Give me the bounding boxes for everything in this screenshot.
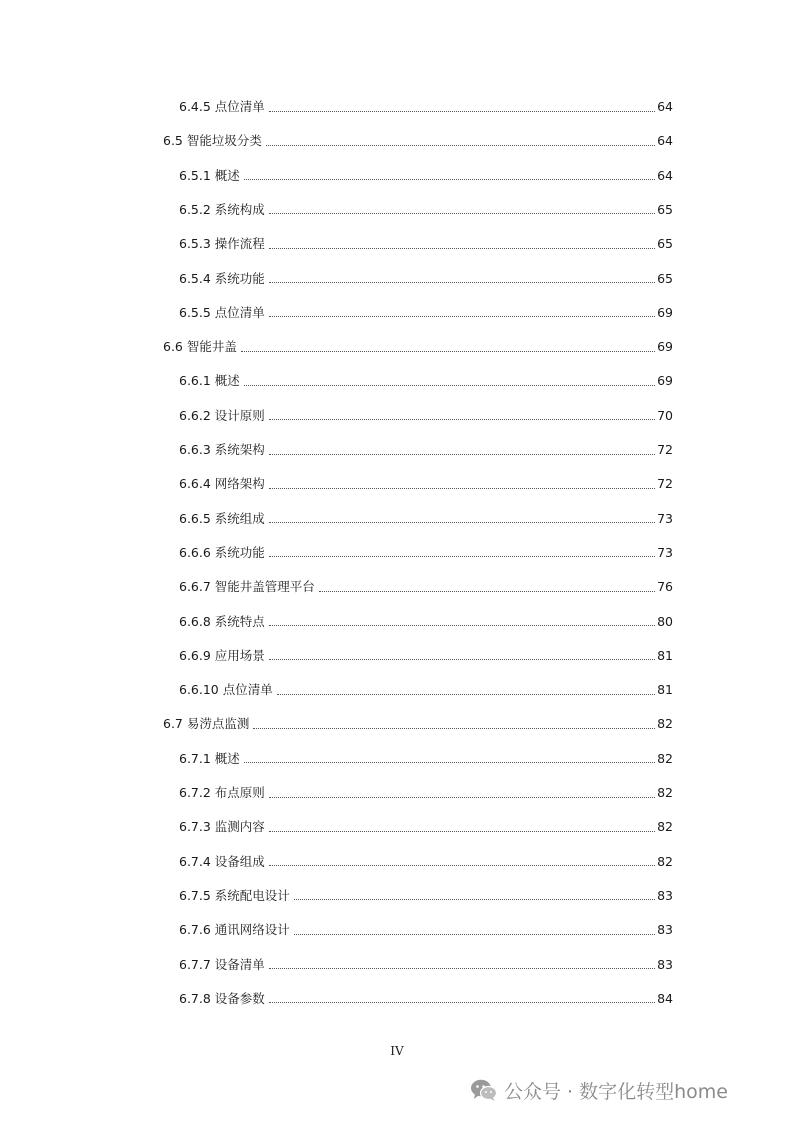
toc-dot-leader [244, 385, 655, 386]
toc-entry-page: 72 [657, 442, 673, 457]
toc-entry-title: 6.5.5 点位清单 [179, 304, 265, 320]
toc-entry[interactable] [163, 713, 673, 735]
toc-entry-title: 6.7.5 系统配电设计 [179, 887, 290, 903]
toc-entry[interactable] [179, 268, 673, 290]
toc-dot-leader [269, 316, 655, 317]
toc-dot-leader [269, 556, 655, 557]
toc-entry-title: 6.7.7 设备清单 [179, 956, 265, 972]
toc-entry-title: 6.6.4 网络架构 [179, 476, 265, 492]
toc-entry-title: 6.7.2 布点原则 [179, 785, 265, 800]
toc-entry-page: 65 [657, 201, 673, 217]
toc-dot-leader [269, 454, 655, 455]
toc-dot-leader [269, 797, 655, 798]
toc-dot-leader [269, 659, 655, 660]
toc-entry-title: 6.7 易涝点监测 [163, 716, 250, 732]
toc-entry-title: 6.5.3 操作流程 [179, 236, 265, 252]
toc-entry-title: 6.5.1 概述 [179, 167, 240, 183]
toc-dot-leader [269, 625, 655, 626]
toc-entry-page: 82 [657, 750, 673, 766]
toc-entry-title: 6.6.3 系统架构 [179, 442, 265, 457]
toc-entry-title: 6.7.6 通讯网络设计 [179, 922, 290, 938]
toc-dot-leader [241, 351, 655, 352]
toc-entry-page: 73 [657, 544, 673, 560]
toc-entry[interactable] [179, 370, 673, 392]
toc-entry[interactable] [179, 439, 673, 461]
toc-entry[interactable] [179, 405, 673, 427]
toc-entry[interactable] [163, 336, 673, 358]
toc-entry[interactable] [179, 851, 673, 873]
toc-entry-page: 83 [657, 887, 673, 903]
toc-entry-title: 6.7.8 设备参数 [179, 990, 265, 1006]
toc-dot-leader [269, 213, 655, 214]
toc-entry[interactable] [179, 816, 673, 838]
toc-entry-title: 6.6.8 系统特点 [179, 613, 265, 629]
toc-entry-title: 6.6.10 点位清单 [179, 682, 273, 698]
toc-entry-page: 73 [657, 510, 673, 526]
toc-entry[interactable] [179, 645, 673, 667]
toc-entry-title: 6.6.5 系统组成 [179, 510, 265, 526]
toc-entry-page: 81 [657, 647, 673, 663]
toc-dot-leader [253, 728, 655, 729]
toc-dot-leader [269, 282, 655, 283]
toc-dot-leader [277, 694, 655, 695]
toc-dot-leader [269, 522, 655, 523]
toc-entry-page: 76 [657, 579, 673, 595]
toc-entry[interactable] [179, 165, 673, 187]
toc-entry[interactable] [179, 919, 673, 941]
toc-dot-leader [269, 968, 655, 969]
toc-entry-title: 6.5 智能垃圾分类 [163, 133, 262, 149]
wechat-icon [470, 1078, 498, 1102]
toc-entry-page: 64 [657, 99, 673, 114]
toc-entry[interactable] [179, 473, 673, 495]
toc-dot-leader [269, 488, 655, 489]
toc-entry[interactable] [179, 782, 673, 804]
toc-entry[interactable] [179, 679, 673, 701]
toc-entry-page: 65 [657, 236, 673, 252]
toc-entry-page: 65 [657, 270, 673, 286]
toc-dot-leader [244, 179, 655, 180]
toc-entry-page: 70 [657, 407, 673, 423]
toc-entry-title: 6.4.5 点位清单 [179, 99, 265, 114]
watermark [470, 1072, 728, 1108]
toc-entry-page: 82 [657, 716, 673, 732]
toc-dot-leader [244, 762, 655, 763]
toc-entry-page: 83 [657, 922, 673, 938]
toc-entry-title: 6.6.2 设计原则 [179, 407, 265, 423]
toc-entry-page: 80 [657, 613, 673, 629]
toc-entry-page: 69 [657, 373, 673, 389]
toc-entry-title: 6.7.1 概述 [179, 750, 240, 766]
toc-entry-title: 6.5.2 系统构成 [179, 201, 265, 217]
toc-entry-title: 6.6.9 应用场景 [179, 647, 265, 663]
toc-entry[interactable] [179, 954, 673, 976]
toc-entry-title: 6.6.6 系统功能 [179, 544, 265, 560]
toc-entry-title: 6.6.1 概述 [179, 373, 240, 389]
toc-entry-page: 82 [657, 853, 673, 869]
toc-entry-title: 6.5.4 系统功能 [179, 270, 265, 286]
toc-dot-leader [269, 111, 655, 112]
toc-entry-title: 6.7.4 设备组成 [179, 853, 265, 869]
toc-entry-page: 84 [657, 990, 673, 1006]
toc-dot-leader [294, 899, 655, 900]
toc-dot-leader [269, 1002, 655, 1003]
toc-entry-page: 81 [657, 682, 673, 698]
toc-entry[interactable] [179, 508, 673, 530]
toc-entry[interactable] [179, 233, 673, 255]
toc-dot-leader [269, 865, 655, 866]
toc-entry[interactable] [163, 130, 673, 152]
toc-entry[interactable] [179, 302, 673, 324]
toc-entry-page: 69 [657, 339, 673, 355]
toc-entry[interactable] [179, 199, 673, 221]
page-number: IV [390, 1044, 404, 1058]
toc-entry-page: 69 [657, 304, 673, 320]
toc-entry-page: 72 [657, 476, 673, 492]
toc-entry[interactable] [179, 576, 673, 598]
toc-dot-leader [269, 248, 655, 249]
toc-entry-page: 64 [657, 133, 673, 149]
toc-entry-page: 82 [657, 785, 673, 800]
toc-entry[interactable] [179, 748, 673, 770]
toc-entry-title: 6.7.3 监测内容 [179, 819, 265, 835]
toc-entry-title: 6.6.7 智能井盖管理平台 [179, 579, 315, 595]
watermark-text: 公众号 · 数字化转型home [504, 1080, 728, 1103]
toc-entry-page: 64 [657, 167, 673, 183]
toc-entry[interactable] [179, 96, 673, 118]
toc-entry[interactable] [179, 611, 673, 633]
toc-dot-leader [266, 145, 655, 146]
toc-dot-leader [294, 934, 655, 935]
toc-entry-title: 6.6 智能井盖 [163, 339, 237, 355]
toc-entry-page: 82 [657, 819, 673, 835]
toc-entry-page: 83 [657, 956, 673, 972]
toc-entry[interactable] [179, 885, 673, 907]
toc-dot-leader [269, 831, 655, 832]
toc-entry[interactable] [179, 988, 673, 1010]
toc-dot-leader [319, 591, 655, 592]
toc-dot-leader [269, 419, 655, 420]
toc-entry[interactable] [179, 542, 673, 564]
